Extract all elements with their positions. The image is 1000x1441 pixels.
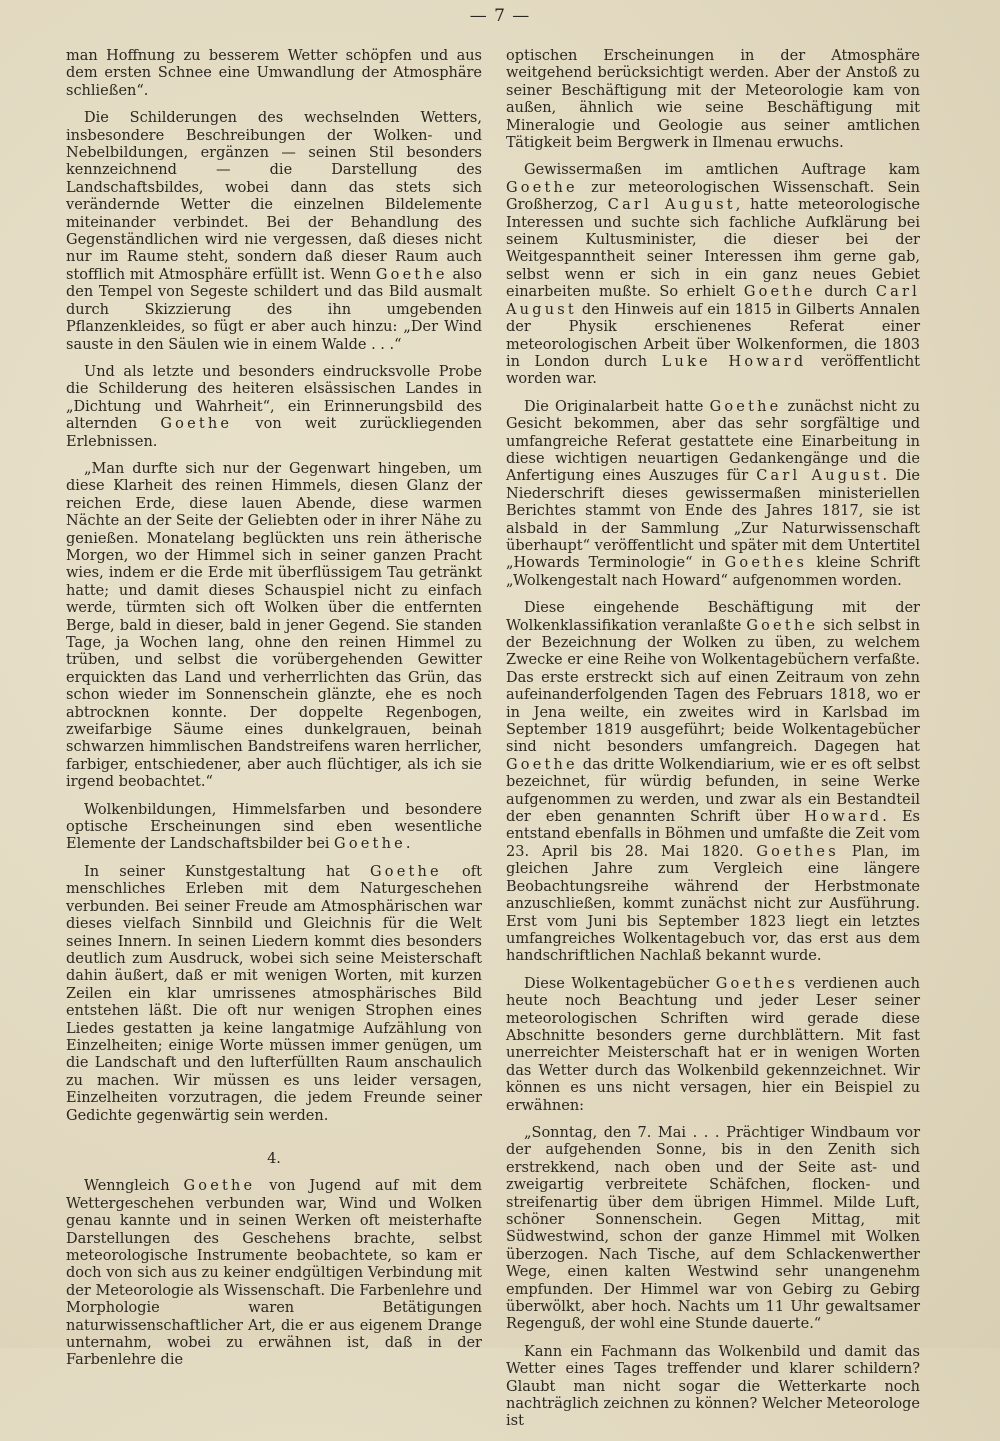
name-goethe: Goethe — [183, 1178, 256, 1195]
paragraph: optischen Erscheinungen in der Atmosphäre weitgehend berücksichtigt werden. Aber der Anstoß zu seiner Beschäftigung mit der Meteorologie kam von außen, ähnlich wie seine Beschäftigung mit Mineralogie und Geologie aus seiner amtlichen Tätigkeit beim Bergwerk in Ilmenau erwuchs. — [506, 48, 920, 152]
name-goethes: Goethes — [724, 555, 808, 572]
paragraph: Diese Wolkentagebücher Goethes verdienen auch heute noch Beachtung und jeder Leser seiner meteorologischen Schriften wird gerade diese Abschnitte besonders gerne durchblättern. Mit fast unerreichter Meisterschaft hat er in wenigen Worten das Wetter durch das Wolkenbild gekennzeichnet. Wir können es uns nicht versagen, hier ein Beispiel zu erwähnen: — [506, 975, 920, 1114]
paragraph: Die Originalarbeit hatte Goethe zunächst nicht zu Gesicht bekommen, aber das sehr sorgfältige und umfangreiche Referat gestattete eine Einarbeitung in diese wichtigen neuartigen Gedankengänge und die Anfertigung eines Auszuges für Carl August. Die Niederschrift dieses gewissermaßen ministeriellen Berichtes stammt von Ende des Jahres 1817, sie ist alsbald in der Sammlung „Zur Naturwissenschaft überhaupt“ veröffentlicht und später mit dem Untertitel „Howards Terminologie“ in Goethes kleine Schrift „Wolkengestalt nach Howard“ aufgenommen worden. — [506, 398, 920, 589]
paragraph: Wolkenbildungen, Himmelsfarben und besondere optische Erscheinungen sind eben wesentliche Elemente der Landschaftsbilder bei Goethe. — [66, 801, 482, 853]
name-goethes: Goethes — [756, 843, 839, 860]
paragraph: In seiner Kunstgestaltung hat Goethe oft menschliches Erleben mit dem Naturgeschehen verbunden. Bei seiner Freude am Atmosphärischen war dieses vielfach Sinnbild und Gleichnis für die Welt seines Innern. In seinen Liedern kommt dies besonders deutlich zum Ausdruck, wobei sich seine Meisterschaft dahin äußert, daß er mit wenigen Worten, mit kurzen Zeilen ein klar umrissenes atmosphärisches Bild entstehen läßt. Die oft nur wenigen Strophen eines Liedes gestatten ja keine langatmige Aufzählung von Einzelheiten; einige Worte müssen immer genügen, um die Landschaft und den lufterfüllten Raum anschaulich zu machen. Wir müssen es uns leider versagen, Einzelheiten vorzutragen, die jedem Freunde seiner Gedichte gegenwärtig sein werden. — [66, 863, 482, 1124]
paragraph: man Hoffnung zu besserem Wetter schöpfen und aus dem ersten Schnee eine Umwandlung der Atmosphäre schließen“. — [66, 48, 482, 99]
paragraph: Wenngleich Goethe von Jugend auf mit dem Wettergeschehen verbunden war, Wind und Wolken genau kannte und in seinen Werken oft meisterhafte Darstellungen des Geschehens brachte, selbst meteorologische Instrumente beobachtete, so kam er doch von sich aus zu keiner endgültigen Verbindung mit der Meteorologie als Wissenschaft. Die Farbenlehre und Morphologie waren Betätigungen naturwissenschaftlicher Art, die er aus eigenem Drange unternahm, wobei zu erwähnen ist, daß in der Farbenlehre die — [66, 1178, 482, 1369]
name-goethe: Goethe — [746, 617, 819, 634]
name-goethe: Goethe — [160, 416, 233, 433]
name-goethe: Goethe — [334, 836, 406, 853]
right-column — [506, 48, 920, 1441]
name-goethe: Goethe — [375, 266, 448, 283]
name-carl-august: Carl August — [607, 197, 736, 214]
name-luke-howard: Luke Howard — [661, 353, 807, 370]
paragraph: Gewissermaßen im amtlichen Auftrage kam Goethe zur meteorologischen Wissenschaft. Sein Großherzog, Carl August, hatte meteorologische Interessen und suchte sich fachliche Aufklärung bei seinem Kultusminister, die dieser bei der Weitgespanntheit seiner Interessen ihm gerne gab, selbst wenn er sich in ein ganz neues Gebiet einarbeiten mußte. So erhielt Goethe durch Carl August den Hinweis auf ein 1815 in Gilberts Annalen der Physik erschienenes Referat einer meteorologischen Arbeit über Wolkenformen, die 1803 in London durch Luke Howard veröffentlicht worden war. — [506, 162, 920, 388]
name-goethes: Goethes — [715, 975, 799, 992]
paragraph: Und als letzte und besonders eindrucksvolle Probe die Schilderung des heiteren elsässischen Landes in „Dichtung und Wahrheit“, ein Erinnerungsbild des alternden Goethe von weit zurückliegenden Erlebnissen. — [66, 363, 482, 450]
name-goethe: Goethe — [709, 398, 782, 415]
paragraph: Die Schilderungen des wechselnden Wetters, insbesondere Beschreibungen der Wolken- und Nebelbildungen, ergänzen — seinen Stil besonders kennzeichnend — die Darstellung des Landschaftsbildes, wobei dann das stets sich verändernde Wetter die einzelnen Bildelemente miteinander verbindet. Bei der Behandlung des Gegenständlichen wird nie vergessen, daß dieses nicht nur im Raume steht, sondern daß dieser Raum auch stofflich mit Atmosphäre erfüllt ist. Wenn Goethe also den Tempel von Segeste schildert und das Bild ausmalt durch Skizzierung des ihn umgebenden Pflanzenkleides, so fügt er aber auch hinzu: „Der Wind sauste in den Säulen wie in einem Walde . . .“ — [66, 110, 482, 353]
name-goethe: Goethe — [743, 284, 816, 301]
name-carl-august: Carl August — [506, 284, 920, 318]
paragraph: Kann ein Fachmann das Wolkenbild und damit das Wetter eines Tages treffender und klarer schildern? Glaubt man nicht sogar die Wetterkarte noch nachträglich zeichnen zu können? Welcher Meteorologe ist — [506, 1343, 920, 1430]
quotation-paragraph: „Sonntag, den 7. Mai . . . Prächtiger Windbaum vor der aufgehenden Sonne, bis in den Zenith sich erstrekkend, nach oben und der Seite ast- und zweigartig verbreitete Schäfchen, flocken- und streifenartig über dem übrigen Himmel. Milde Luft, schöner Sonnenschein. Gegen Mittag, mit Südwestwind, schon der ganze Himmel mit Wolken überzogen. Nach Tische, auf dem Schlackenwerther Wege, einen kalten Westwind sehr unangenehm empfunden. Der Himmel war von Gebirg zu Gebirg überwölkt, aber hoch. Nachts um 11 Uhr gewaltsamer Regenguß, der wohl eine Stunde dauerte.“ — [506, 1124, 920, 1333]
name-howard: Howard — [804, 809, 883, 826]
paragraph: Diese eingehende Beschäftigung mit der Wolkenklassifikation veranlaßte Goethe sich selbst in der Bezeichnung der Wolken zu üben, zu welchem Zwecke er eine Reihe von Wolkentagebüchern verfaßte. Das erste erstreckt sich auf einen Zeitraum von zehn aufeinanderfolgenden Tagen des Februars 1818, wo er in Jena weilte, ein zweites wird in Karlsbad im September 1819 ausgeführt; beide Wolkentagebücher sind nicht besonders umfangreich. Dagegen hat Goethe das dritte Wolkendiarium, wie er es oft selbst bezeichnet, für würdig befunden, in seine Werke aufgenommen zu werden, und zwar als ein Bestandteil der eben genannten Schrift über Howard. Es entstand ebenfalls in Böhmen und umfaßte die Zeit vom 23. April bis 28. Mai 1820. Goethes Plan, im gleichen Jahre zum Vergleich eine längere Beobachtungsreihe während der Herbstmonate anzuschließen, kommt zunächst nicht zur Ausführung. Erst vom Juni bis September 1823 liegt ein letztes umfangreiches Wolkentagebuch vor, das erst aus dem handschriftlichen Nachlaß bekannt wurde. — [506, 600, 920, 965]
name-goethe: Goethe — [369, 863, 442, 880]
name-carl-august: Carl August — [756, 468, 883, 485]
page-number: — 7 — — [469, 6, 531, 26]
quotation-paragraph: „Man durfte sich nur der Gegenwart hingeben, um diese Klarheit des reinen Himmels, diesen Glanz der reichen Erde, diese lauen Abende, diese warmen Nächte an der Seite der Geliebten oder in ihrer Nähe zu genießen. Monatelang beglückten uns rein ätherische Morgen, wo der Himmel sich in seiner ganzen Pracht wies, indem er die Erde mit überflüssigem Tau getränkt hatte; und damit dieses Schauspiel nicht zu einfach werde, türmten sich oft Wolken über die entfernten Berge, bald in dieser, bald in jener Gegend. Sie standen Tage, ja Wochen lang, ohne den reinen Himmel zu trüben, und selbst die vorübergehenden Gewitter erquickten das Land und verherrlichten das Grün, das schon wieder im Sonnenschein glänzte, ehe es noch abtrocknen konnte. Der doppelte Regenbogen, zweifarbige Säume eines dunkelgrauen, beinah schwarzen himmlischen Bandstreifens waren herrlicher, farbiger, entschiedener, aber auch flüchtiger, als ich sie irgend beobachtet.“ — [66, 460, 482, 791]
left-column — [66, 48, 482, 1380]
section-number: 4. — [267, 1150, 281, 1167]
name-goethe: Goethe — [506, 756, 578, 773]
name-goethe: Goethe — [506, 179, 578, 196]
